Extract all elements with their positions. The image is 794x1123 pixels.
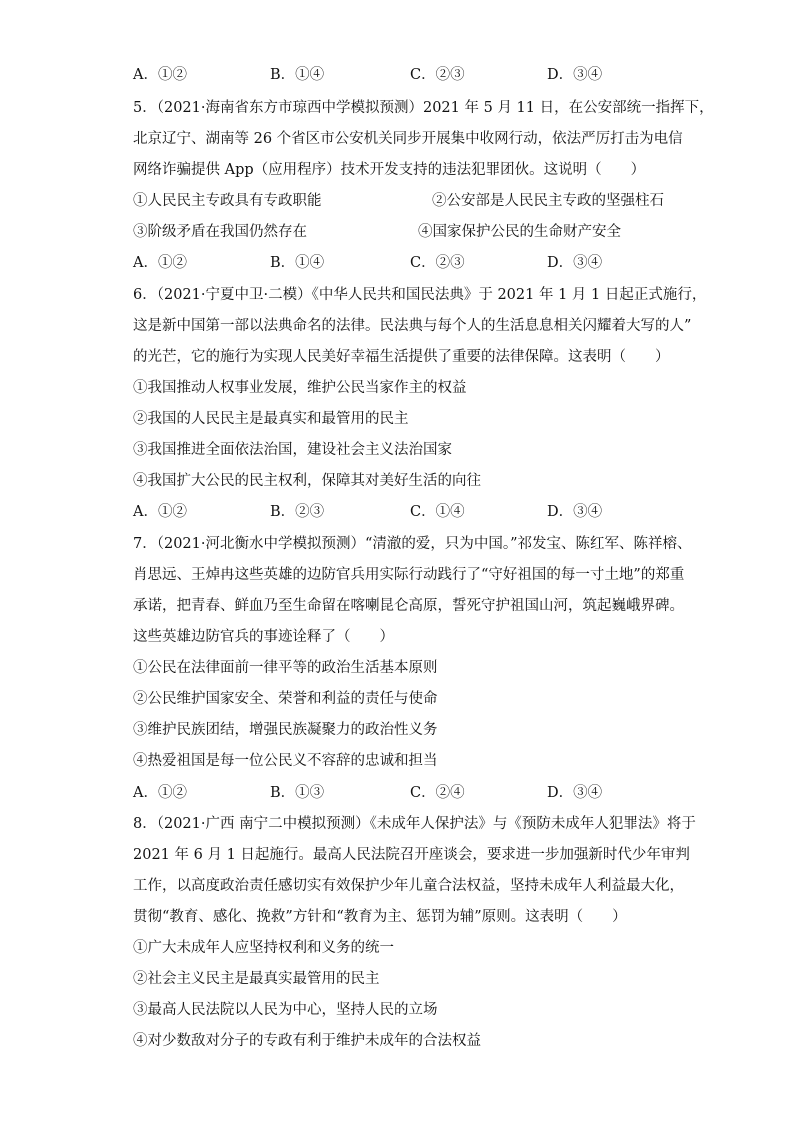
- question-stem: 北京辽宁、湖南等 26 个省区市公安机关同步开展集中收网行动，依法严厉打击为电信: [133, 131, 683, 147]
- statement-4: ④国家保护公民的生命财产安全: [418, 224, 621, 240]
- option-d[interactable]: D．③④: [547, 67, 603, 83]
- option-c[interactable]: C．①④: [410, 504, 465, 520]
- option-c[interactable]: C．②③: [410, 67, 465, 83]
- option-b[interactable]: B．①③: [270, 785, 325, 801]
- question-options: [133, 502, 678, 522]
- question-stem: 网络诈骗提供 App（应用程序）技术开发支持的违法犯罪团伙。这说明（ ）: [133, 162, 646, 178]
- question-stem: 贯彻“教育、感化、挽救”方针和“教育为主、惩罚为辅”原则。这表明（ ）: [133, 909, 627, 925]
- statement-4: ④热爱祖国是每一位公民义不容辞的忠诚和担当: [133, 753, 438, 769]
- option-a[interactable]: A．①②: [133, 504, 187, 520]
- statement-3: ③我国推进全面依法治国，建设社会主义法治国家: [133, 442, 452, 458]
- option-a[interactable]: A．①②: [133, 255, 187, 271]
- option-d[interactable]: D．③④: [547, 255, 603, 271]
- question-stem: 这些英雄边防官兵的事迹诠释了（ ）: [133, 629, 394, 645]
- statement-2: ②社会主义民主是最真实最管用的民主: [133, 971, 380, 987]
- option-a[interactable]: A．①②: [133, 785, 187, 801]
- option-c[interactable]: C．②④: [410, 785, 465, 801]
- option-b[interactable]: B．②③: [270, 504, 325, 520]
- statement-3: ③最高人民法院以人民为中心，坚持人民的立场: [133, 1002, 438, 1018]
- statement-3: ③阶级矛盾在我国仍然存在: [133, 224, 307, 240]
- question-stem: 5．（2021·海南省东方市琼西中学模拟预测）2021 年 5 月 11 日，在公安部统一指挥下，: [133, 100, 714, 116]
- question-stem: 8．（2021·广西 南宁二中模拟预测）《未成年人保护法》与《预防未成年人犯罪法》将于: [133, 816, 696, 832]
- option-b[interactable]: B．①④: [270, 67, 325, 83]
- option-d[interactable]: D．③④: [547, 785, 603, 801]
- question-stem: 这是新中国第一部以法典命名的法律。民法典与每个人的生活息息相关闪耀着大写的人”: [133, 318, 692, 334]
- option-c[interactable]: C．②③: [410, 255, 465, 271]
- q4-options: [133, 65, 678, 85]
- question-stem: 肖思远、王焯冉这些英雄的边防官兵用实际行动践行了“守好祖国的每一寸土地”的郑重: [133, 567, 685, 583]
- statement-1: ①公民在法律面前一律平等的政治生活基本原则: [133, 660, 438, 676]
- statement-4: ④我国扩大公民的民主权利，保障其对美好生活的向往: [133, 473, 481, 489]
- statement-1: ①广大未成年人应坚持权利和义务的统一: [133, 940, 394, 956]
- statement-2: ②公安部是人民民主专政的坚强柱石: [432, 193, 664, 209]
- option-b[interactable]: B．①④: [270, 255, 325, 271]
- question-options: [133, 783, 678, 803]
- question-stem: 6．（2021·宁夏中卫·二模）《中华人民共和国民法典》于 2021 年 1 月 1 日起正式施行，: [133, 287, 707, 303]
- option-d[interactable]: D．③④: [547, 504, 603, 520]
- statement-2: ②公民维护国家安全、荣誉和利益的责任与使命: [133, 691, 438, 707]
- statement-1: ①人民民主专政具有专政职能: [133, 193, 322, 209]
- question-options: [133, 253, 678, 273]
- statement-2: ②我国的人民民主是最真实和最管用的民主: [133, 411, 409, 427]
- statement-4: ④对少数敌对分子的专政有利于维护未成年的合法权益: [133, 1033, 481, 1049]
- option-a[interactable]: A．①②: [133, 67, 187, 83]
- question-stem: 承诺，把青春、鲜血乃至生命留在喀喇昆仑高原，誓死守护祖国山河，筑起巍峨界碑。: [133, 598, 684, 614]
- statement-1: ①我国推动人权事业发展，维护公民当家作主的权益: [133, 380, 467, 396]
- question-stem: 的光芒，它的施行为实现人民美好幸福生活提供了重要的法律保障。这表明（ ）: [133, 349, 670, 365]
- statement-3: ③维护民族团结，增强民族凝聚力的政治性义务: [133, 722, 438, 738]
- question-stem: 工作，以高度政治责任感切实有效保护少年儿童合法权益，坚持未成年人利益最大化，: [133, 878, 684, 894]
- question-stem: 2021 年 6 月 1 日起施行。最高人民法院召开座谈会，要求进一步加强新时代少年审判: [133, 847, 690, 863]
- question-stem: 7．（2021·河北衡水中学模拟预测）“清澈的爱，只为中国。”祁发宝、陈红军、陈祥榕、: [133, 536, 692, 552]
